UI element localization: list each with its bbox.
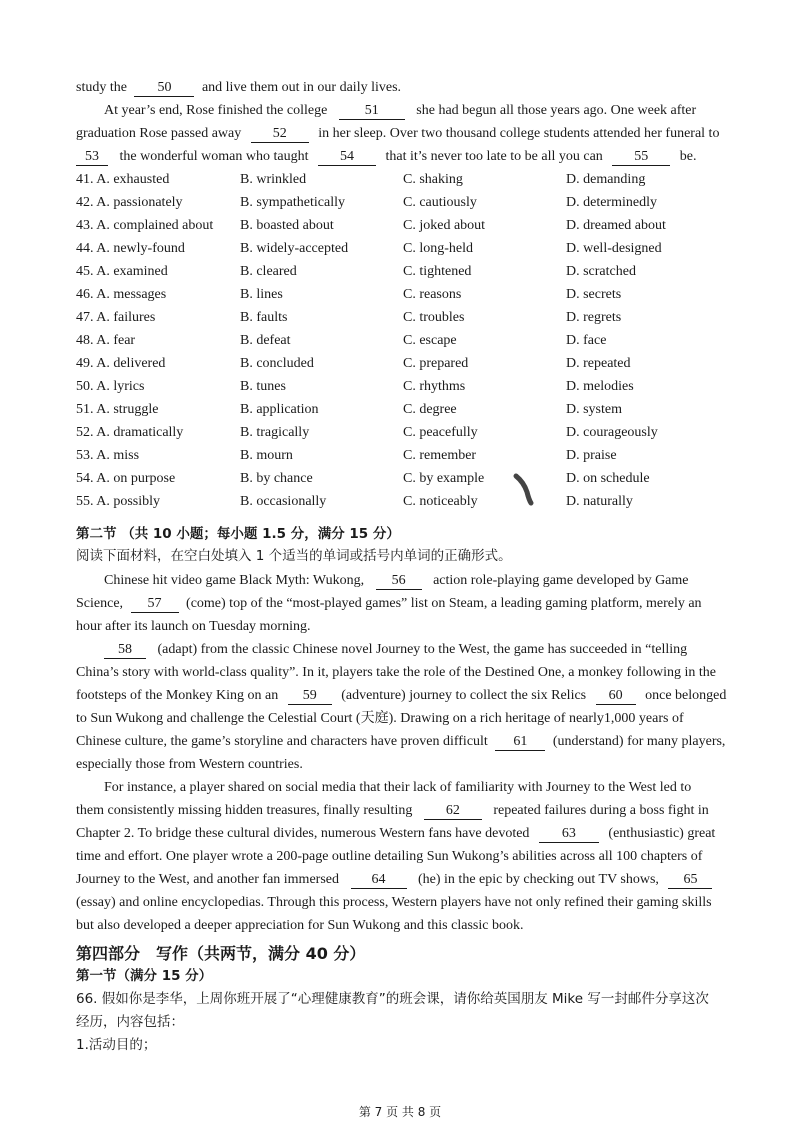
option-d: D. melodies [566, 379, 634, 394]
question-number: 43. [76, 218, 94, 233]
paragraph-line: especially those from Western countries. [76, 757, 303, 772]
option-c: C. rhythms [403, 379, 466, 394]
option-c: C. shaking [403, 172, 463, 187]
text: (adapt) from the classic Chinese novel Journey to the West, the game has succeeded in “telling [157, 642, 688, 657]
blank-51: 51 [339, 103, 405, 120]
pen-stroke-mark [512, 470, 536, 506]
paragraph-line [104, 571, 689, 591]
section-heading: 第二节 （共 10 小题；每小题 1.5 分，满分 15 分） [76, 526, 400, 542]
option-a [76, 400, 158, 420]
question-number: 42. [76, 195, 94, 210]
text: the wonderful woman who taught [119, 149, 309, 164]
paragraph-line [76, 594, 702, 614]
option-row-43 [76, 216, 736, 236]
paragraph-line: time and effort. One player wrote a 200-page outline detailing Sun Wukong’s abilities across all 100 chapters of [76, 849, 703, 864]
option-c: C. long-held [403, 241, 473, 256]
option-d: D. system [566, 402, 622, 417]
text: (adventure) journey to collect the six Relics [341, 688, 587, 703]
option-row-45 [76, 262, 736, 282]
blank-50: 50 [134, 80, 194, 97]
option-d: D. repeated [566, 356, 631, 371]
page-footer: 第 7 页 共 8 页 [358, 1105, 442, 1119]
text: Chapter 2. To bridge these cultural divides, numerous Western fans have devoted [76, 826, 530, 841]
option-a [76, 193, 183, 213]
blank-52: 52 [251, 126, 309, 143]
option-a [76, 469, 175, 489]
option-a [76, 170, 169, 190]
option-row-55 [76, 492, 736, 512]
text: once belonged [645, 688, 727, 703]
option-a-text: A. passionately [96, 195, 183, 210]
passage-line-2 [104, 101, 696, 121]
text: (understand) for many players, [552, 734, 726, 749]
question-66-item-1: 1.活动目的； [76, 1037, 157, 1053]
question-number: 44. [76, 241, 94, 256]
option-b: B. by chance [240, 471, 313, 486]
blank-56: 56 [376, 573, 422, 590]
blank-54: 54 [318, 149, 376, 166]
option-b: B. tragically [240, 425, 310, 440]
option-a [76, 354, 165, 374]
option-c: C. joked about [403, 218, 486, 233]
paragraph-line [76, 732, 725, 752]
option-a [76, 216, 213, 236]
option-c: C. peacefully [403, 425, 478, 440]
paragraph-line: For instance, a player shared on social media that their lack of familiarity with Journey to the West led to [104, 780, 692, 795]
blank-62: 62 [424, 803, 482, 820]
text: she had begun all those years ago. One week after [416, 103, 697, 118]
option-a-text: A. examined [96, 264, 168, 279]
option-a [76, 446, 139, 466]
blank-63: 63 [539, 826, 599, 843]
blank-58: 58 [104, 642, 146, 659]
option-a-text: A. miss [96, 448, 140, 463]
blank-57: 57 [131, 596, 179, 613]
question-number: 52. [76, 425, 94, 440]
option-c: C. cautiously [403, 195, 477, 210]
text: them consistently missing hidden treasures, finally resulting [76, 803, 413, 818]
option-d: D. praise [566, 448, 617, 463]
text: Chinese hit video game Black Myth: Wukong, [104, 573, 365, 588]
paragraph-line [76, 870, 712, 890]
blank-61: 61 [495, 734, 545, 751]
text: be. [679, 149, 697, 164]
paragraph-line: (essay) and online encyclopedias. Through this process, Western players have not only refined their gaming skills [76, 895, 712, 910]
text: Science, [76, 596, 124, 611]
option-a-text: A. dramatically [96, 425, 184, 440]
option-row-46 [76, 285, 736, 305]
option-a-text: A. possibly [96, 494, 161, 509]
blank-53: 53 [76, 149, 108, 166]
paragraph-line: China’s story with world-class quality”. In it, players take the role of the Destined One, a monkey following in the [76, 665, 716, 680]
text: that it’s never too late to be all you can [385, 149, 603, 164]
option-row-54 [76, 469, 736, 489]
option-d: D. naturally [566, 494, 633, 509]
passage-line-4 [76, 147, 697, 167]
text: (he) in the epic by checking out TV shows, [418, 872, 659, 887]
option-d: D. well-designed [566, 241, 662, 256]
option-row-49 [76, 354, 736, 374]
option-b: B. lines [240, 287, 283, 302]
option-a-text: A. lyrics [96, 379, 145, 394]
subsection-heading: 第一节（满分 15 分） [76, 968, 213, 984]
option-b: B. defeat [240, 333, 291, 348]
option-c: C. escape [403, 333, 457, 348]
question-66-line-2: 经历，内容包括： [76, 1014, 184, 1030]
option-a [76, 308, 155, 328]
text: Journey to the West, and another fan immersed [76, 872, 339, 887]
paragraph-line: but also developed a deeper appreciation for Sun Wukong and this classic book. [76, 918, 524, 933]
option-a-text: A. exhausted [96, 172, 170, 187]
text: in her sleep. Over two thousand college students attended her funeral to [318, 126, 720, 141]
question-number: 48. [76, 333, 94, 348]
option-row-42 [76, 193, 736, 213]
option-row-47 [76, 308, 736, 328]
option-c: C. by example [403, 471, 485, 486]
option-row-51 [76, 400, 736, 420]
option-d: D. face [566, 333, 607, 348]
option-b: B. wrinkled [240, 172, 307, 187]
option-b: B. faults [240, 310, 288, 325]
paragraph-line [76, 824, 715, 844]
text: footsteps of the Monkey King on an [76, 688, 279, 703]
paragraph-line [76, 801, 709, 821]
option-b: B. cleared [240, 264, 297, 279]
passage-line-3 [76, 124, 719, 144]
option-b: B. mourn [240, 448, 293, 463]
blank-55: 55 [612, 149, 670, 166]
option-c: C. degree [403, 402, 457, 417]
option-c: C. remember [403, 448, 477, 463]
option-b: B. concluded [240, 356, 314, 371]
text: (enthusiastic) great [608, 826, 716, 841]
option-a-text: A. newly-found [96, 241, 185, 256]
option-a [76, 239, 185, 259]
option-row-50 [76, 377, 736, 397]
passage-line-1 [76, 78, 401, 98]
option-a-text: A. on purpose [96, 471, 176, 486]
option-a-text: A. struggle [96, 402, 159, 417]
option-d: D. determinedly [566, 195, 657, 210]
option-row-53 [76, 446, 736, 466]
blank-60: 60 [596, 688, 636, 705]
option-a-text: A. delivered [96, 356, 166, 371]
option-row-41 [76, 170, 736, 190]
option-b: B. boasted about [240, 218, 334, 233]
option-b: B. tunes [240, 379, 286, 394]
option-d: D. scratched [566, 264, 636, 279]
part-heading: 第四部分 写作（共两节，满分 40 分） [76, 944, 366, 963]
option-a [76, 423, 183, 443]
blank-59: 59 [288, 688, 332, 705]
text: study the [76, 80, 127, 95]
blank-64: 64 [351, 872, 407, 889]
option-b: B. widely-accepted [240, 241, 349, 256]
option-d: D. secrets [566, 287, 622, 302]
option-c: C. reasons [403, 287, 462, 302]
option-a [76, 285, 166, 305]
option-c: C. noticeably [403, 494, 478, 509]
question-number: 55. [76, 494, 94, 509]
option-b: B. sympathetically [240, 195, 345, 210]
paragraph-line [104, 640, 687, 660]
blank-65: 65 [668, 872, 712, 889]
option-d: D. dreamed about [566, 218, 666, 233]
option-d: D. demanding [566, 172, 646, 187]
question-66-line-1: 66. 假如你是李华，上周你班开展了“心理健康教育”的班会课，请你给英国朋友 Mike 写一封邮件分享这次 [76, 991, 709, 1007]
option-a [76, 377, 144, 397]
option-a-text: A. complained about [96, 218, 214, 233]
question-number: 49. [76, 356, 94, 371]
paragraph-line: to Sun Wukong and challenge the Celestial Court (天庭). Drawing on a rich heritage of nearly1,000 years of [76, 711, 684, 726]
option-row-44 [76, 239, 736, 259]
option-a-text: A. failures [96, 310, 156, 325]
option-row-52 [76, 423, 736, 443]
text: At year’s end, Rose finished the college [104, 103, 328, 118]
option-b: B. application [240, 402, 319, 417]
option-d: D. on schedule [566, 471, 650, 486]
text: graduation Rose passed away [76, 126, 242, 141]
option-a [76, 262, 168, 282]
question-number: 45. [76, 264, 94, 279]
option-d: D. courageously [566, 425, 658, 440]
text: Chinese culture, the game’s storyline and characters have proven difficult [76, 734, 488, 749]
option-c: C. troubles [403, 310, 465, 325]
question-number: 46. [76, 287, 94, 302]
option-b: B. occasionally [240, 494, 327, 509]
section-instruction: 阅读下面材料，在空白处填入 1 个适当的单词或括号内单词的正确形式。 [76, 548, 512, 564]
question-number: 47. [76, 310, 94, 325]
option-d: D. regrets [566, 310, 622, 325]
question-number: 50. [76, 379, 94, 394]
option-a [76, 331, 135, 351]
option-c: C. tightened [403, 264, 472, 279]
paragraph-line: hour after its launch on Tuesday morning. [76, 619, 311, 634]
option-a-text: A. messages [96, 287, 167, 302]
text: repeated failures during a boss fight in [493, 803, 709, 818]
question-number: 41. [76, 172, 94, 187]
text: (come) top of the “most-played games” list on Steam, a leading gaming platform, merely an [186, 596, 702, 611]
question-number: 53. [76, 448, 94, 463]
option-a-text: A. fear [96, 333, 136, 348]
option-row-48 [76, 331, 736, 351]
option-c: C. prepared [403, 356, 469, 371]
question-number: 54. [76, 471, 94, 486]
paragraph-line [76, 686, 726, 706]
text: action role-playing game developed by Game [433, 573, 689, 588]
question-number: 51. [76, 402, 94, 417]
option-a [76, 492, 160, 512]
text: and live them out in our daily lives. [201, 80, 402, 95]
